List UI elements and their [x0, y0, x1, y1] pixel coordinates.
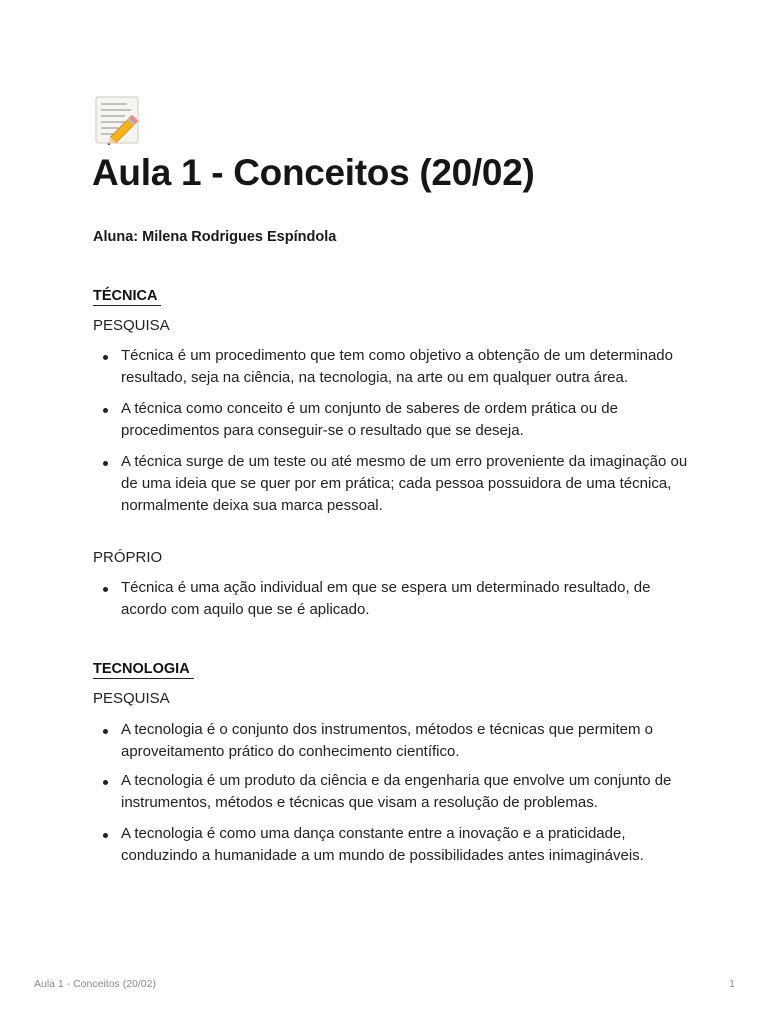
subheading-pesquisa: PESQUISA — [93, 317, 170, 334]
section-heading-tecnologia: TECNOLOGIA — [93, 661, 194, 679]
list-item: A tecnologia é um produto da ciência e da engenharia que envolve um conjunto de instrumentos, métodos e técnicas que visam a resolução de problemas. — [93, 770, 693, 814]
list-item: Técnica é um procedimento que tem como objetivo a obtenção de um determinado resultado, seja na ciência, na tecnologia, na arte ou em qualquer outra área. — [93, 345, 693, 389]
footer-page-number: 1 — [729, 978, 735, 990]
memo-pencil-icon — [94, 95, 144, 145]
bullet-list — [93, 345, 693, 517]
list-item: A tecnologia é como uma dança constante entre a inovação e a praticidade, conduzindo a humanidade a um mundo de possibilidades antes inimagináveis. — [93, 823, 693, 867]
bullet-list — [93, 719, 693, 867]
bullet-list — [93, 577, 693, 621]
list-item: A tecnologia é o conjunto dos instrumentos, métodos e técnicas que permitem o aproveitamento prático do conhecimento científico. — [93, 719, 693, 763]
list-item: A técnica surge de um teste ou até mesmo de um erro proveniente da imaginação ou de uma ideia que se quer por em prática; cada pessoa possuidora de uma técnica, normalmente deixa sua marca pessoal. — [93, 451, 693, 517]
author-line: Aluna: Milena Rodrigues Espíndola — [93, 229, 337, 245]
footer-title: Aula 1 - Conceitos (20/02) — [34, 978, 156, 990]
subheading-proprio: PRÓPRIO — [93, 549, 163, 566]
page-title: Aula 1 - Conceitos (20/02) — [92, 152, 535, 193]
section-heading-tecnica: TÉCNICA — [93, 288, 161, 306]
subheading-pesquisa: PESQUISA — [93, 690, 170, 707]
list-item: Técnica é uma ação individual em que se espera um determinado resultado, de acordo com aquilo que se é aplicado. — [93, 577, 693, 621]
list-item: A técnica como conceito é um conjunto de saberes de ordem prática ou de procedimentos para conseguir-se o resultado que se deseja. — [93, 398, 693, 442]
